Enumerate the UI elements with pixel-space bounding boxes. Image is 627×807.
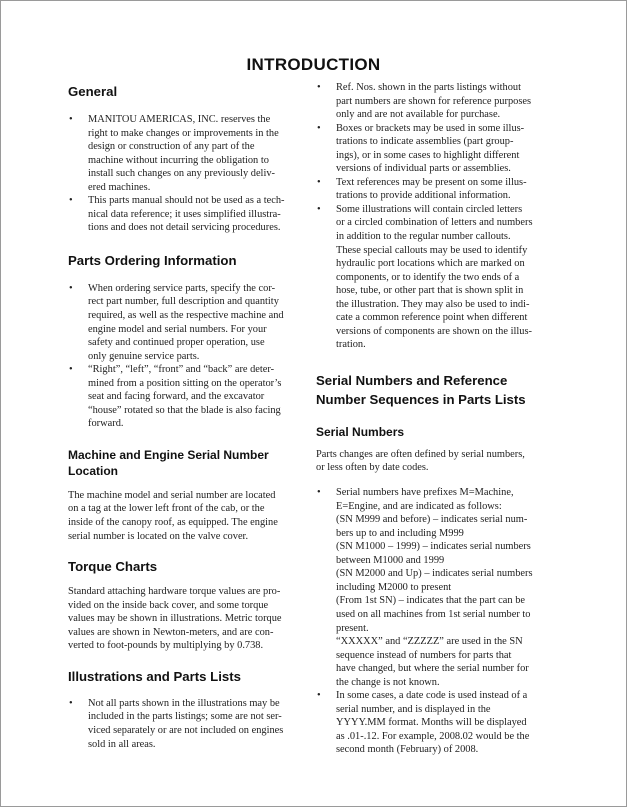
text-line: • Some illustrations will contain circled letters xyxy=(336,203,523,215)
reference-list xyxy=(316,81,546,352)
text-line: serial number, and is displayed in the xyxy=(336,703,491,715)
text-line: trations to indicate assemblies (part group- xyxy=(336,136,514,148)
text-line: values may be shown in illustrations. Metric torque xyxy=(68,613,282,625)
text-line: Parts changes are often defined by serial numbers, xyxy=(316,448,525,460)
text-line: • Not all parts shown in the illustrations may be xyxy=(88,697,280,709)
text-line: bers up to and including M999 xyxy=(336,527,464,539)
text-line: tration. xyxy=(336,339,366,351)
text-line: vided on the inside back cover, and some torque xyxy=(68,599,269,611)
text-line: sequence instead of numbers for parts that xyxy=(336,649,512,661)
text-line: (SN M2000 and Up) – indicates serial numbers xyxy=(336,568,533,580)
illustrations-list xyxy=(68,697,297,751)
text-line: E=Engine, and are indicated as follows: xyxy=(336,500,502,512)
text-line: ings), or in some cases to highlight different xyxy=(336,149,520,161)
text-line: The machine model and serial number are located xyxy=(68,489,276,501)
text-line: or less often by date codes. xyxy=(316,462,429,474)
left-column xyxy=(68,81,297,751)
text-line: “XXXXX” and “ZZZZZ” are used in the SN xyxy=(336,636,523,648)
text-line: ered machines. xyxy=(88,181,151,193)
reference-bullet-3 xyxy=(316,176,546,203)
reference-bullet-2 xyxy=(316,122,546,176)
text-line: mined from a position sitting on the operator’s xyxy=(88,377,282,389)
text-line: included in the parts listings; some are not ser- xyxy=(88,711,282,723)
text-line: “house” rotated so that the blade is also facing xyxy=(88,404,281,416)
parts-ordering-bullet-1 xyxy=(68,282,297,363)
reference-bullet-4 xyxy=(316,203,546,352)
text-line: cate a common reference point when different xyxy=(336,312,528,324)
text-line: including M2000 to present xyxy=(336,581,452,593)
right-column xyxy=(316,81,546,757)
text-line: as .01-.12. For example, 2008.02 would be the xyxy=(336,730,530,742)
text-line: serial number is located on the valve cover. xyxy=(68,530,249,542)
text-line: second month (February) of 2008. xyxy=(336,744,479,756)
text-line: versions of components are shown on the illus- xyxy=(336,325,532,337)
text-line: viced separately or are not included on engines xyxy=(88,724,284,736)
heading-line: Location xyxy=(68,463,118,478)
general-bullet-1 xyxy=(68,113,297,194)
text-line: forward. xyxy=(88,418,124,430)
heading-illustrations: Illustrations and Parts Lists xyxy=(68,668,241,684)
text-line: design or construction of any part of the xyxy=(88,141,255,153)
text-line: values are shown in Newton-meters, and are con- xyxy=(68,626,274,638)
text-line: between M1000 and 1999 xyxy=(336,554,445,566)
heading-serial-numbers-reference xyxy=(316,371,546,409)
text-line: • In some cases, a date code is used instead of a xyxy=(336,690,528,702)
text-line: used on all machines from 1st serial number to xyxy=(336,608,531,620)
text-line: (SN M999 and before) – indicates serial num- xyxy=(336,514,528,526)
text-line: inside of the canopy roof, as equipped. The engine xyxy=(68,517,278,529)
heading-line: Serial Numbers and Reference xyxy=(316,372,508,388)
heading-general: General xyxy=(68,84,118,99)
text-line: • Ref. Nos. shown in the parts listings without xyxy=(336,82,522,93)
text-line: have changed, but where the serial number for xyxy=(336,663,529,675)
text-line: (From 1st SN) – indicates that the part can be xyxy=(336,595,526,607)
text-line: rect part number, full description and quantity xyxy=(88,296,279,308)
reference-bullet-1 xyxy=(316,81,546,122)
text-line: hose, tube, or other part that is shown split in xyxy=(336,285,524,297)
text-line: safety and continued proper operation, use xyxy=(88,337,265,349)
serial-list xyxy=(316,486,546,757)
text-line: the change is not known. xyxy=(336,676,440,688)
torque-paragraph xyxy=(68,585,297,653)
text-line: trations to provide additional information. xyxy=(336,190,511,202)
text-line: tions and does not detail servicing procedures. xyxy=(88,222,281,234)
text-line: YYYY.MM format. Months will be displayed xyxy=(336,717,527,729)
machine-serial-paragraph xyxy=(68,489,297,543)
text-line: on a tag at the lower left front of the cab, or the xyxy=(68,503,265,515)
text-line: engine model and serial numbers. For your xyxy=(88,323,267,335)
text-line: • When ordering service parts, specify the cor- xyxy=(88,282,276,294)
text-line: seat and facing forward, and the excavator xyxy=(88,391,265,403)
text-line: • Boxes or brackets may be used in some illus- xyxy=(336,122,525,134)
text-line: nical data reference; it uses simplified illustra- xyxy=(88,208,281,220)
text-line: • “Right”, “left”, “front” and “back” are deter- xyxy=(88,364,275,376)
text-line: sold in all areas. xyxy=(88,738,156,750)
text-line: verted to foot-pounds by multiplying by 0.738. xyxy=(68,640,264,652)
text-line: These special callouts may be used to identify xyxy=(336,244,528,256)
illustrations-bullet-1 xyxy=(68,697,297,751)
text-line: the illustration. They may also be used to indi- xyxy=(336,298,530,310)
text-line: machine without incurring the obligation to xyxy=(88,154,269,166)
text-line: hydraulic port locations which are marked on xyxy=(336,258,525,270)
general-bullet-2 xyxy=(68,194,297,235)
text-line: only and are not available for purchase. xyxy=(336,109,501,121)
heading-parts-ordering: Parts Ordering Information xyxy=(68,252,237,268)
parts-ordering-list xyxy=(68,282,297,431)
text-line: versions of individual parts or assemblies. xyxy=(336,163,511,175)
subheading-serial-numbers: Serial Numbers xyxy=(316,424,405,439)
text-line: • Serial numbers have prefixes M=Machine, xyxy=(336,487,514,499)
text-line: or a circled combination of letters and numbers xyxy=(336,217,533,229)
text-line: install such changes on any previously deliv- xyxy=(88,168,275,180)
text-line: present. xyxy=(336,622,369,634)
text-line: required, as well as the respective machine and xyxy=(88,310,284,322)
serial-bullet-1 xyxy=(316,486,546,689)
text-line: part numbers are shown for reference purposes xyxy=(336,95,532,107)
heading-line: Number Sequences in Parts Lists xyxy=(316,391,526,407)
page-title: INTRODUCTION xyxy=(246,55,381,74)
serial-bullet-2 xyxy=(316,689,546,757)
heading-torque-charts: Torque Charts xyxy=(68,559,158,575)
text-line: in addition to the regular number callouts. xyxy=(336,231,511,243)
text-line: • Text references may be present on some illus- xyxy=(336,176,527,188)
text-line: (SN M1000 – 1999) – indicates serial numbers xyxy=(336,541,531,553)
general-list xyxy=(68,113,297,235)
heading-line: Machine and Engine Serial Number xyxy=(68,447,269,462)
text-line: • MANITOU AMERICAS, INC. reserves the xyxy=(88,114,271,125)
parts-ordering-bullet-2 xyxy=(68,363,297,431)
text-line: components, or to identify the two ends of a xyxy=(336,271,520,283)
heading-machine-serial xyxy=(68,447,297,479)
serial-intro-paragraph xyxy=(316,448,546,475)
text-line: right to make changes or improvements in the xyxy=(88,127,279,139)
text-line: Standard attaching hardware torque values are pro- xyxy=(68,586,281,598)
text-line: • This parts manual should not be used as a tech- xyxy=(88,195,285,207)
text-line: only genuine service parts. xyxy=(88,350,200,362)
